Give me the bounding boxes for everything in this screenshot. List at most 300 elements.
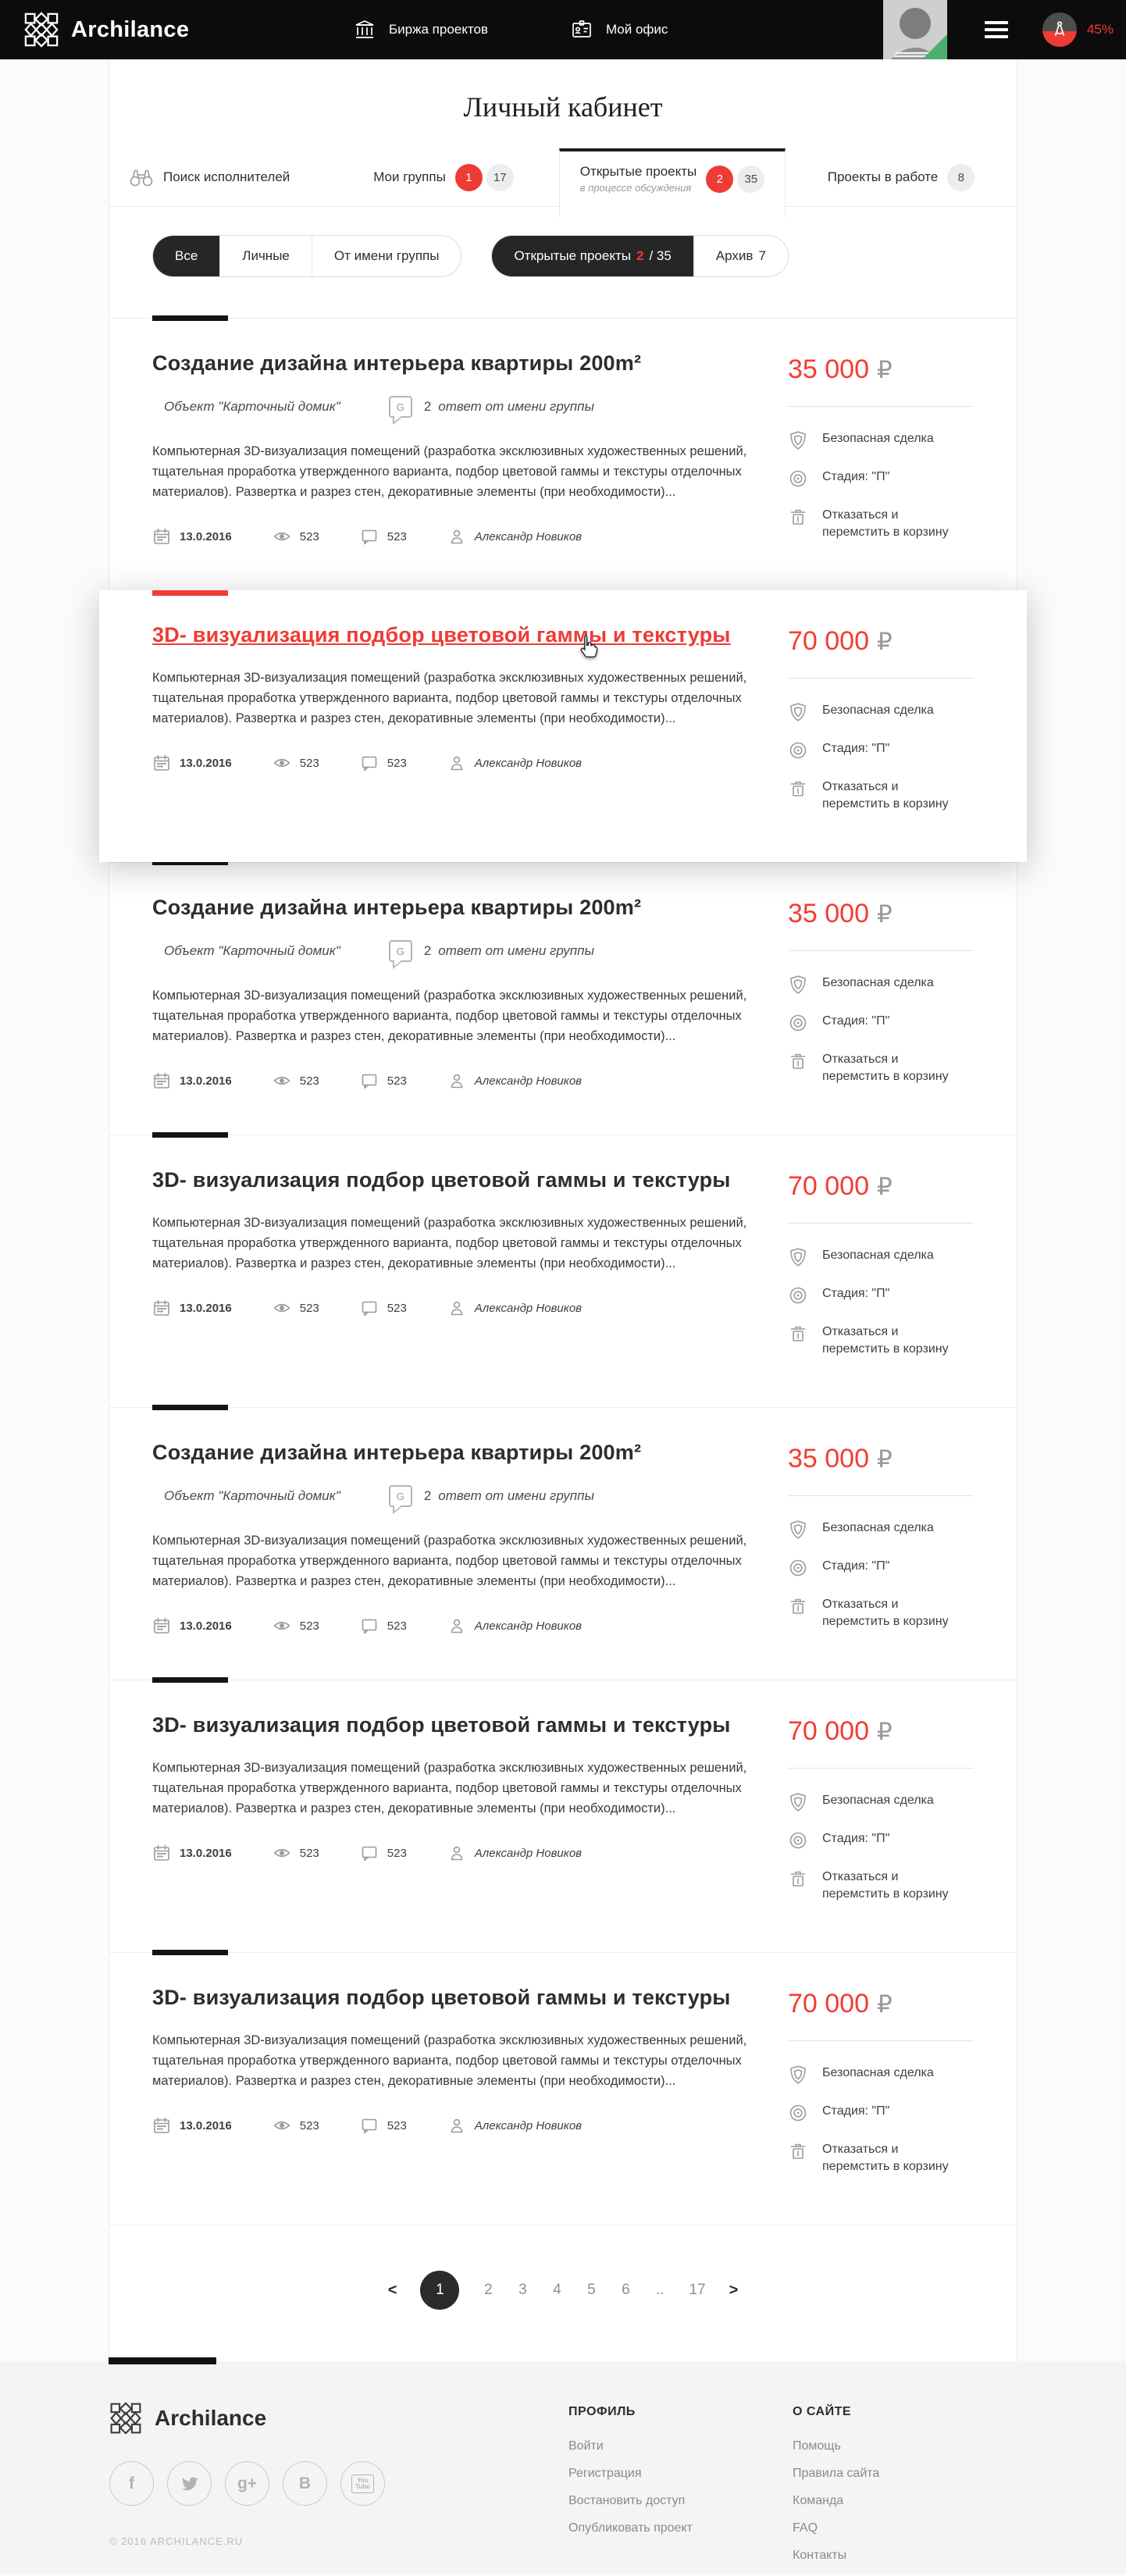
pagination-prev[interactable]: < bbox=[387, 2281, 397, 2299]
footer-column-title: ПРОФИЛЬ bbox=[568, 2405, 636, 2418]
meta-object-label: Объект "Карточный домик" bbox=[164, 1488, 340, 1503]
trash-icon bbox=[788, 1051, 808, 1071]
detail-label: Безопасная сделка bbox=[822, 704, 934, 717]
detail-shield bbox=[788, 702, 974, 722]
pagination-page-5[interactable]: 5 bbox=[587, 2282, 596, 2298]
card-top-dash bbox=[152, 1950, 228, 1955]
pagination-page-17[interactable]: 17 bbox=[689, 2282, 706, 2298]
comment-icon bbox=[360, 527, 379, 546]
publish-date-value: 13.0.2016 bbox=[180, 756, 232, 770]
target-icon bbox=[788, 2103, 808, 2123]
target-icon bbox=[788, 1558, 808, 1578]
target-icon bbox=[788, 1285, 808, 1306]
filter-label: Открытые проекты bbox=[514, 248, 631, 263]
card-side-panel bbox=[788, 1168, 974, 1376]
pagination-page-4[interactable]: 4 bbox=[553, 2282, 561, 2298]
card-footer bbox=[152, 527, 753, 546]
publish-date-value: 13.0.2016 bbox=[180, 2118, 232, 2132]
author-name bbox=[447, 754, 582, 772]
header-right bbox=[883, 0, 1126, 59]
filter-label: Архив bbox=[715, 248, 754, 263]
project-card-1 bbox=[109, 318, 1017, 590]
group-bubble-icon: G bbox=[389, 396, 412, 418]
project-description: Компьютерная 3D-визуализация помещений (разработка эксклюзивных художественных решений, тщательная проработка утвержденного варианта, подбор цветовой гаммы и текстуры отделочных материалов). Развертка и разрез стен, декоративные элементы (при необходимости)... bbox=[152, 1761, 747, 1815]
project-title-link[interactable]: Создание дизайна интерьера квартиры 200m² bbox=[152, 1441, 642, 1464]
filter-label: Все bbox=[175, 248, 198, 263]
price-row bbox=[788, 1989, 974, 2019]
detail-label: Безопасная сделка bbox=[822, 1249, 934, 1262]
top-nav bbox=[353, 18, 668, 41]
detail-trash[interactable] bbox=[788, 1596, 974, 1630]
comments-count-value: 523 bbox=[387, 756, 407, 770]
meta-replies-label: ответ от имени группы bbox=[438, 399, 594, 414]
filter-scope-1[interactable] bbox=[219, 236, 312, 276]
views-count bbox=[273, 1299, 319, 1317]
currency-symbol: ₽ bbox=[877, 1173, 893, 1201]
card-top-dash bbox=[152, 590, 228, 596]
detail-target bbox=[788, 469, 974, 489]
detail-trash[interactable] bbox=[788, 1869, 974, 1903]
footer-logo[interactable] bbox=[109, 2402, 568, 2435]
views-count-value: 523 bbox=[299, 756, 319, 770]
footer-link[interactable]: Правила сайта bbox=[793, 2467, 880, 2480]
meta-object[interactable] bbox=[152, 943, 340, 959]
meta-replies-count: 2 bbox=[423, 1488, 432, 1503]
filter-label: От имени группы bbox=[333, 248, 440, 263]
card-meta-row bbox=[152, 1485, 753, 1507]
detail-label: Безопасная сделка bbox=[822, 976, 934, 989]
pagination-next[interactable]: > bbox=[729, 2281, 739, 2299]
project-card-3 bbox=[109, 862, 1017, 1135]
brand-name: Archilance bbox=[71, 16, 190, 42]
tab-label: Мои группы bbox=[373, 169, 446, 184]
views-count bbox=[273, 1071, 319, 1090]
price-row bbox=[788, 1716, 974, 1747]
filter-count: 7 bbox=[758, 248, 766, 263]
eye-icon bbox=[273, 527, 291, 546]
meta-object-label: Объект "Карточный домик" bbox=[164, 943, 340, 958]
trash-icon bbox=[788, 507, 808, 527]
footer-link[interactable]: Востановить доступ bbox=[568, 2494, 686, 2507]
nav-item-exchange[interactable] bbox=[353, 18, 488, 41]
meta-replies-label: ответ от имени группы bbox=[438, 1488, 594, 1503]
author-name bbox=[447, 1616, 582, 1635]
filter-label: Личные bbox=[242, 248, 290, 263]
facebook-icon[interactable]: f bbox=[109, 2461, 154, 2506]
card-side-panel bbox=[788, 1441, 974, 1648]
content-container bbox=[109, 59, 1017, 2361]
target-icon bbox=[788, 1013, 808, 1033]
comments-count bbox=[360, 1071, 407, 1090]
author-name bbox=[447, 2116, 582, 2135]
project-card-5 bbox=[109, 1407, 1017, 1680]
detail-shield bbox=[788, 1792, 974, 1812]
currency-symbol: ₽ bbox=[877, 1445, 893, 1473]
project-title-link[interactable]: 3D- визуализация подбор цветовой гаммы и текстуры bbox=[152, 623, 731, 647]
tab-label: Поиск исполнителей bbox=[163, 169, 290, 184]
views-count bbox=[273, 527, 319, 546]
target-icon bbox=[788, 469, 808, 489]
detail-label: Стадия: "П" bbox=[822, 1832, 890, 1845]
detail-label: Стадия: "П" bbox=[822, 2104, 890, 2118]
shield-icon bbox=[788, 1792, 808, 1812]
project-card-7 bbox=[109, 1952, 1017, 2225]
nav-item-label: Биржа проектов bbox=[389, 22, 488, 37]
detail-label: Отказаться и перемстить в корзину bbox=[822, 780, 949, 811]
card-meta-row bbox=[152, 940, 753, 962]
detail-label: Отказаться и перемстить в корзину bbox=[822, 2143, 949, 2173]
publish-date-value: 13.0.2016 bbox=[180, 1074, 232, 1088]
footer-column-title: О САЙТЕ bbox=[793, 2405, 852, 2418]
project-card-4 bbox=[109, 1135, 1017, 1407]
calendar-icon bbox=[152, 1071, 171, 1090]
comment-icon bbox=[360, 1616, 379, 1635]
currency-symbol: ₽ bbox=[877, 900, 893, 928]
views-count bbox=[273, 1844, 319, 1862]
author-name-value: Александр Новиков bbox=[474, 1074, 583, 1088]
meta-object[interactable] bbox=[152, 1488, 340, 1504]
shield-icon bbox=[788, 974, 808, 995]
nav-item-label: Мой офис bbox=[605, 22, 668, 37]
project-description: Компьютерная 3D-визуализация помещений (разработка эксклюзивных художественных решений, тщательная проработка утвержденного варианта, подбор цветовой гаммы и текстуры отделочных материалов). Развертка и разрез стен, декоративные элементы (при необходимости)... bbox=[152, 444, 747, 499]
detail-trash[interactable] bbox=[788, 779, 974, 813]
shield-icon bbox=[788, 2065, 808, 2085]
pagination-page-1[interactable]: 1 bbox=[420, 2271, 459, 2310]
main-area bbox=[0, 59, 1126, 2361]
pagination-page-2[interactable]: 2 bbox=[484, 2282, 493, 2298]
tab-label-wrap bbox=[828, 169, 938, 185]
publish-date bbox=[152, 527, 232, 546]
twitter-icon[interactable] bbox=[167, 2461, 212, 2506]
detail-label: Безопасная сделка bbox=[822, 1521, 934, 1534]
meta-replies-label: ответ от имени группы bbox=[438, 943, 594, 958]
detail-trash[interactable] bbox=[788, 1051, 974, 1085]
copyright: © 2016 ARCHILANCE.RU bbox=[109, 2535, 244, 2547]
badge-gray: 17 bbox=[486, 164, 514, 191]
shield-icon bbox=[788, 430, 808, 451]
detail-label: Стадия: "П" bbox=[822, 1287, 890, 1300]
filter-status-group bbox=[491, 235, 788, 277]
publish-date bbox=[152, 754, 232, 772]
page-title: Личный кабинет bbox=[463, 91, 663, 123]
comment-icon bbox=[360, 2116, 379, 2135]
comments-count bbox=[360, 1299, 407, 1317]
footer-link[interactable]: Опубликовать проект bbox=[568, 2521, 693, 2535]
group-bubble-icon: G bbox=[389, 1485, 412, 1507]
person-icon bbox=[447, 527, 466, 546]
card-top-dash bbox=[152, 1132, 228, 1138]
trash-icon bbox=[788, 2141, 808, 2161]
publish-date bbox=[152, 2116, 232, 2135]
tabs-bar bbox=[109, 148, 1017, 207]
card-footer bbox=[152, 1071, 753, 1090]
person-icon bbox=[447, 1616, 466, 1635]
filter-scope-0[interactable] bbox=[153, 236, 219, 276]
footer-link[interactable]: Войти bbox=[568, 2439, 604, 2453]
archilance-logo-icon bbox=[23, 12, 59, 48]
behance-icon[interactable]: B bbox=[283, 2461, 327, 2506]
social-links bbox=[109, 2461, 568, 2506]
footer-brand-name: Archilance bbox=[155, 2406, 267, 2430]
tab-3[interactable] bbox=[786, 148, 1017, 206]
card-side-panel bbox=[788, 1713, 974, 1921]
meta-group-replies[interactable] bbox=[389, 1485, 594, 1507]
detail-label: Стадия: "П" bbox=[822, 742, 890, 755]
badge-red: 1 bbox=[455, 164, 483, 191]
brand-logo[interactable] bbox=[23, 12, 189, 48]
project-description: Компьютерная 3D-визуализация помещений (разработка эксклюзивных художественных решений, тщательная проработка утвержденного варианта, подбор цветовой гаммы и текстуры отделочных материалов). Развертка и разрез стен, декоративные элементы (при необходимости)... bbox=[152, 2033, 747, 2088]
views-count-value: 523 bbox=[299, 1301, 319, 1315]
trash-icon bbox=[788, 779, 808, 799]
detail-label: Отказаться и перемстить в корзину bbox=[822, 1325, 949, 1356]
card-side-panel bbox=[788, 351, 974, 559]
shield-icon bbox=[788, 702, 808, 722]
side-divider bbox=[788, 1768, 974, 1769]
project-title-link[interactable]: Создание дизайна интерьера квартиры 200m² bbox=[152, 351, 642, 375]
comments-count bbox=[360, 1616, 407, 1635]
meta-replies-count: 2 bbox=[423, 399, 432, 414]
publish-date-value: 13.0.2016 bbox=[180, 1301, 232, 1315]
views-count bbox=[273, 754, 319, 772]
side-divider bbox=[788, 950, 974, 951]
price-amount: 70 000 bbox=[788, 1989, 869, 2018]
group-bubble-icon: G bbox=[389, 940, 412, 962]
calendar-icon bbox=[152, 1616, 171, 1635]
card-footer bbox=[152, 1844, 753, 1862]
footer-link-columns bbox=[568, 2402, 1017, 2576]
price-amount: 70 000 bbox=[788, 1171, 869, 1201]
youtube-icon[interactable]: You Tube bbox=[340, 2461, 385, 2506]
tab-label-wrap bbox=[163, 169, 290, 185]
project-title-link[interactable]: 3D- визуализация подбор цветовой гаммы и текстуры bbox=[152, 1986, 731, 2009]
comments-count-value: 523 bbox=[387, 1846, 407, 1860]
bank-icon bbox=[353, 18, 376, 41]
avatar-photo bbox=[883, 0, 947, 59]
pagination bbox=[109, 2225, 1017, 2361]
author-name-value: Александр Новиков bbox=[474, 1846, 583, 1860]
project-card-6 bbox=[109, 1680, 1017, 1952]
nav-item-office[interactable] bbox=[570, 18, 668, 41]
currency-symbol: ₽ bbox=[877, 628, 893, 656]
google-plus-icon[interactable]: g+ bbox=[225, 2461, 269, 2506]
tab-2[interactable] bbox=[559, 148, 786, 217]
trash-icon bbox=[788, 1324, 808, 1344]
meta-replies-count: 2 bbox=[423, 943, 432, 958]
project-title-link[interactable]: 3D- визуализация подбор цветовой гаммы и текстуры bbox=[152, 1168, 731, 1192]
filter-scope-group bbox=[152, 235, 461, 277]
price-row bbox=[788, 1444, 974, 1474]
detail-shield bbox=[788, 2065, 974, 2085]
author-name bbox=[447, 527, 582, 546]
project-description: Компьютерная 3D-визуализация помещений (разработка эксклюзивных художественных решений, тщательная проработка утвержденного варианта, подбор цветовой гаммы и текстуры отделочных материалов). Развертка и разрез стен, декоративные элементы (при необходимости)... bbox=[152, 1534, 747, 1588]
person-icon bbox=[447, 1844, 466, 1862]
meta-group-replies[interactable] bbox=[389, 940, 594, 962]
author-name-value: Александр Новиков bbox=[474, 529, 583, 543]
calendar-icon bbox=[152, 754, 171, 772]
comment-icon bbox=[360, 1299, 379, 1317]
tab-label-wrap bbox=[580, 164, 697, 194]
detail-shield bbox=[788, 430, 974, 451]
filters-bar bbox=[109, 207, 1017, 318]
badge-gray: 8 bbox=[947, 164, 975, 191]
comments-count bbox=[360, 1844, 407, 1862]
side-divider bbox=[788, 406, 974, 407]
meta-group-replies[interactable] bbox=[389, 396, 594, 418]
detail-shield bbox=[788, 1247, 974, 1267]
card-side-panel bbox=[788, 623, 974, 831]
views-count-value: 523 bbox=[299, 1074, 319, 1088]
comments-count bbox=[360, 2116, 407, 2135]
detail-label: Отказаться и перемстить в корзину bbox=[822, 1053, 949, 1083]
detail-target bbox=[788, 1013, 974, 1033]
project-cards-list bbox=[109, 318, 1017, 2225]
publish-date bbox=[152, 1844, 232, 1862]
card-footer bbox=[152, 754, 753, 772]
filter-scope-2[interactable] bbox=[312, 236, 461, 276]
tab-0[interactable] bbox=[109, 148, 328, 206]
filter-status-0[interactable] bbox=[492, 236, 693, 276]
card-top-dash bbox=[152, 1677, 228, 1683]
price-amount: 70 000 bbox=[788, 626, 869, 656]
progress-percent: 45% bbox=[1086, 22, 1114, 37]
author-name-value: Александр Новиков bbox=[474, 2118, 583, 2132]
currency-symbol: ₽ bbox=[877, 1718, 893, 1746]
calendar-icon bbox=[152, 1299, 171, 1317]
price-row bbox=[788, 355, 974, 385]
comments-count-value: 523 bbox=[387, 1301, 407, 1315]
comments-count bbox=[360, 754, 407, 772]
card-meta-row bbox=[152, 396, 753, 418]
detail-label: Стадия: "П" bbox=[822, 1559, 890, 1573]
footer-link[interactable]: FAQ bbox=[793, 2521, 818, 2535]
card-footer bbox=[152, 2116, 753, 2135]
person-icon bbox=[447, 2116, 466, 2135]
id-card-icon bbox=[570, 18, 593, 41]
detail-label: Отказаться и перемстить в корзину bbox=[822, 508, 949, 539]
project-title-link[interactable]: 3D- визуализация подбор цветовой гаммы и текстуры bbox=[152, 1713, 731, 1737]
project-description: Компьютерная 3D-визуализация помещений (разработка эксклюзивных художественных решений, тщательная проработка утвержденного варианта, подбор цветовой гаммы и текстуры отделочных материалов). Развертка и разрез стен, декоративные элементы (при необходимости)... bbox=[152, 671, 747, 725]
detail-target bbox=[788, 1285, 974, 1306]
detail-target bbox=[788, 740, 974, 761]
comments-count-value: 523 bbox=[387, 1074, 407, 1088]
compass-progress-icon bbox=[1042, 12, 1077, 47]
user-avatar[interactable] bbox=[883, 0, 947, 59]
comment-icon bbox=[360, 1844, 379, 1862]
filter-status-1[interactable] bbox=[693, 236, 788, 276]
menu-burger-icon[interactable] bbox=[985, 21, 1008, 38]
price-row bbox=[788, 1171, 974, 1202]
detail-shield bbox=[788, 1520, 974, 1540]
trash-icon bbox=[788, 1869, 808, 1889]
price-amount: 35 000 bbox=[788, 1444, 869, 1473]
side-divider bbox=[788, 678, 974, 679]
meta-object-label: Объект "Карточный домик" bbox=[164, 399, 340, 414]
detail-target bbox=[788, 1558, 974, 1578]
footer-column-0 bbox=[568, 2402, 793, 2576]
shield-icon bbox=[788, 1520, 808, 1540]
footer-accent-bar bbox=[109, 2357, 216, 2364]
footer-brand-block bbox=[109, 2402, 568, 2576]
footer-link[interactable]: Помощь bbox=[793, 2439, 841, 2453]
detail-trash[interactable] bbox=[788, 2141, 974, 2175]
author-name-value: Александр Новиков bbox=[474, 756, 583, 770]
views-count bbox=[273, 1616, 319, 1635]
comments-count-value: 523 bbox=[387, 1619, 407, 1633]
calendar-icon bbox=[152, 2116, 171, 2135]
views-count-value: 523 bbox=[299, 529, 319, 543]
top-header bbox=[0, 0, 1126, 59]
tab-label: Проекты в работе bbox=[827, 169, 939, 184]
card-footer bbox=[152, 1616, 753, 1635]
eye-icon bbox=[273, 1844, 291, 1862]
person-icon bbox=[447, 1071, 466, 1090]
price-amount: 35 000 bbox=[788, 355, 869, 384]
detail-label: Безопасная сделка bbox=[822, 432, 934, 445]
currency-symbol: ₽ bbox=[877, 356, 893, 384]
publish-date-value: 13.0.2016 bbox=[180, 1619, 232, 1633]
card-side-panel bbox=[788, 896, 974, 1103]
footer-link[interactable]: Регистрация bbox=[568, 2467, 642, 2480]
pagination-page-..[interactable]: .. bbox=[656, 2282, 665, 2298]
price-row bbox=[788, 899, 974, 929]
side-divider bbox=[788, 2040, 974, 2041]
publish-date-value: 13.0.2016 bbox=[180, 1846, 232, 1860]
side-divider bbox=[788, 1495, 974, 1496]
pagination-page-6[interactable]: 6 bbox=[622, 2282, 630, 2298]
project-title-link[interactable]: Создание дизайна интерьера квартиры 200m² bbox=[152, 896, 642, 919]
card-side-panel bbox=[788, 1986, 974, 2193]
detail-trash[interactable] bbox=[788, 507, 974, 541]
pagination-page-3[interactable]: 3 bbox=[518, 2282, 527, 2298]
project-description: Компьютерная 3D-визуализация помещений (разработка эксклюзивных художественных решений, тщательная проработка утвержденного варианта, подбор цветовой гаммы и текстуры отделочных материалов). Развертка и разрез стен, декоративные элементы (при необходимости)... bbox=[152, 1216, 747, 1270]
eye-icon bbox=[273, 2116, 291, 2135]
tab-sublabel: в процессе обсуждения bbox=[579, 182, 692, 194]
target-icon bbox=[788, 740, 808, 761]
comments-count-value: 523 bbox=[387, 529, 407, 543]
filter-count-red: 2 bbox=[636, 248, 644, 263]
project-description: Компьютерная 3D-визуализация помещений (разработка эксклюзивных художественных решений, тщательная проработка утвержденного варианта, подбор цветовой гаммы и текстуры отделочных материалов). Развертка и разрез стен, декоративные элементы (при необходимости)... bbox=[152, 989, 747, 1043]
card-top-dash bbox=[152, 315, 228, 321]
page-footer bbox=[0, 2361, 1126, 2574]
meta-object[interactable] bbox=[152, 399, 340, 415]
publish-date bbox=[152, 1299, 232, 1317]
author-name-value: Александр Новиков bbox=[474, 1619, 583, 1633]
detail-label: Безопасная сделка bbox=[822, 2066, 934, 2079]
profile-progress[interactable] bbox=[1042, 12, 1114, 47]
eye-icon bbox=[273, 1299, 291, 1317]
tab-label: Открытые проекты bbox=[579, 164, 697, 179]
detail-label: Отказаться и перемстить в корзину bbox=[822, 1870, 949, 1901]
tab-1[interactable] bbox=[328, 148, 559, 206]
target-icon bbox=[788, 1830, 808, 1851]
calendar-icon bbox=[152, 1844, 171, 1862]
comment-icon bbox=[360, 1071, 379, 1090]
detail-trash[interactable] bbox=[788, 1324, 974, 1358]
eye-icon bbox=[273, 1071, 291, 1090]
detail-label: Безопасная сделка bbox=[822, 1794, 934, 1807]
footer-link[interactable]: Контакты bbox=[793, 2549, 847, 2562]
card-footer bbox=[152, 1299, 753, 1317]
footer-link[interactable]: Команда bbox=[793, 2494, 844, 2507]
price-row bbox=[788, 626, 974, 657]
currency-symbol: ₽ bbox=[877, 1990, 893, 2018]
author-name bbox=[447, 1844, 582, 1862]
views-count-value: 523 bbox=[299, 1619, 319, 1633]
publish-date-value: 13.0.2016 bbox=[180, 529, 232, 543]
detail-target bbox=[788, 2103, 974, 2123]
detail-shield bbox=[788, 974, 974, 995]
side-divider bbox=[788, 1223, 974, 1224]
